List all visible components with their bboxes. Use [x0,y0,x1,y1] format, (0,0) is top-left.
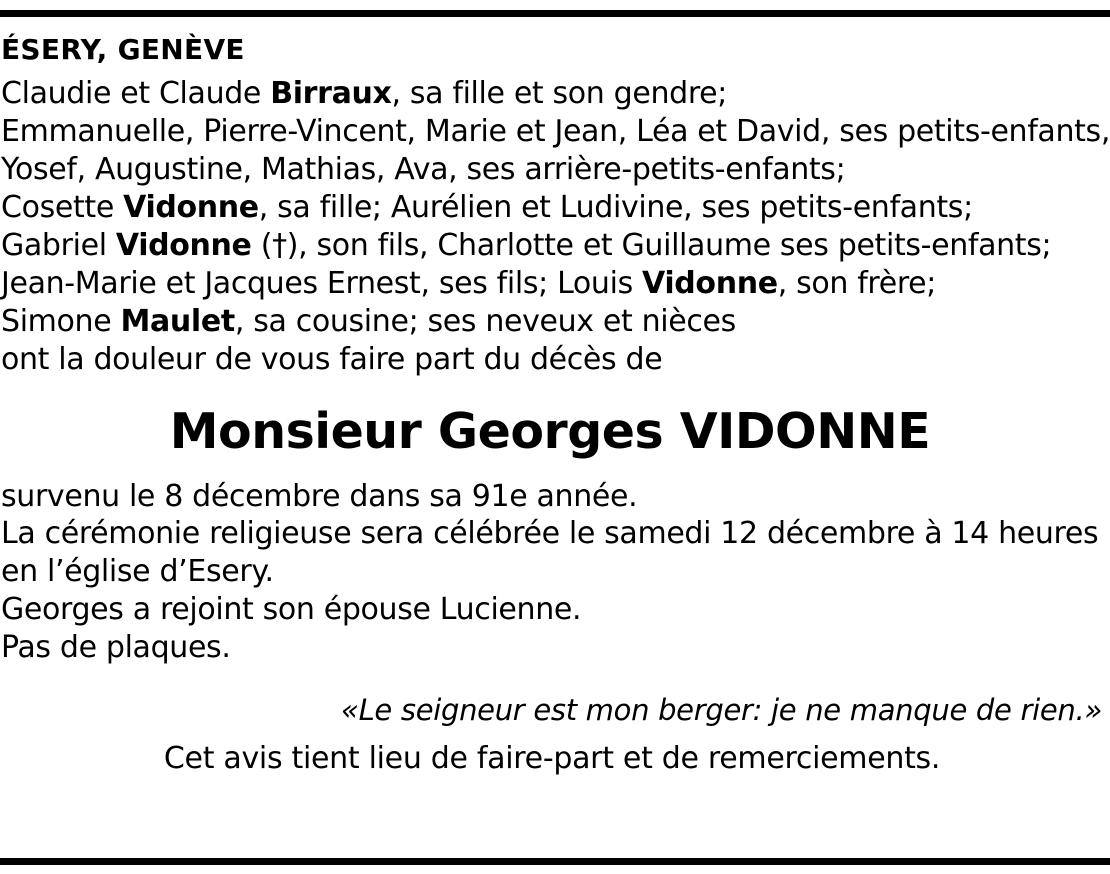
family-line [1,265,1110,303]
detail-line: Pas de plaques. [1,630,231,666]
text-run: Claudie et Claude [1,76,271,111]
closing-line: Cet avis tient lieu de faire-part et de remerciements. [163,741,941,777]
text-run: Cosette [1,189,124,225]
family-line [1,303,1110,341]
deceased-name: Monsieur Georges VIDONNE [169,402,931,460]
surname: Birraux [270,76,392,111]
text-run: Yosef, Augustine, Mathias, Ava, ses arrière-petits-enfants; [1,151,846,187]
ceremony-details [0,478,1110,668]
text-run: (†), son fils, Charlotte et Guillaume ses petits-enfants; [251,227,1052,263]
family-line [1,151,1110,189]
detail-line: Georges a rejoint son épouse Lucienne. [1,592,582,628]
family-line [1,75,1110,113]
detail-line: survenu le 8 décembre dans sa 91e année. [1,478,638,514]
family-line [1,189,1110,227]
text-run: , sa fille et son gendre; [391,76,728,111]
text-run: , sa fille; Aurélien et Ludivine, ses petits-enfants; [258,189,973,225]
detail-line: La cérémonie religieuse sera célébrée le samedi 12 décembre à 14 heures [1,516,1099,552]
surname: Vidonne [123,189,259,225]
quotation: «Le seigneur est mon berger: je ne manque de rien.» [340,693,1102,728]
family-list [0,75,1110,379]
surname: Maulet [120,303,235,339]
place-heading: ÉSERY, GENÈVE [1,33,245,66]
family-line [1,341,1110,379]
surname: Vidonne [642,265,778,301]
text-run: ont la douleur de vous faire part du décès de [1,341,663,377]
surname: Vidonne [115,227,252,263]
family-line [1,113,1110,151]
text-run: , son frère; [777,265,937,301]
text-run: Emmanuelle, Pierre-Vincent, Marie et Jean, Léa et David, ses petits-enfants, [1,113,1110,149]
bottom-rule [0,858,1110,865]
notice-body [0,22,1110,776]
family-line [1,227,1110,265]
text-run: Simone [1,303,121,339]
top-rule [0,10,1110,17]
text-run: Gabriel [1,227,116,263]
text-run: , sa cousine; ses neveux et nièces [234,303,736,339]
detail-line: en l’église d’Esery. [1,554,274,590]
text-run: Jean-Marie et Jacques Ernest, ses fils; Louis [1,265,643,301]
